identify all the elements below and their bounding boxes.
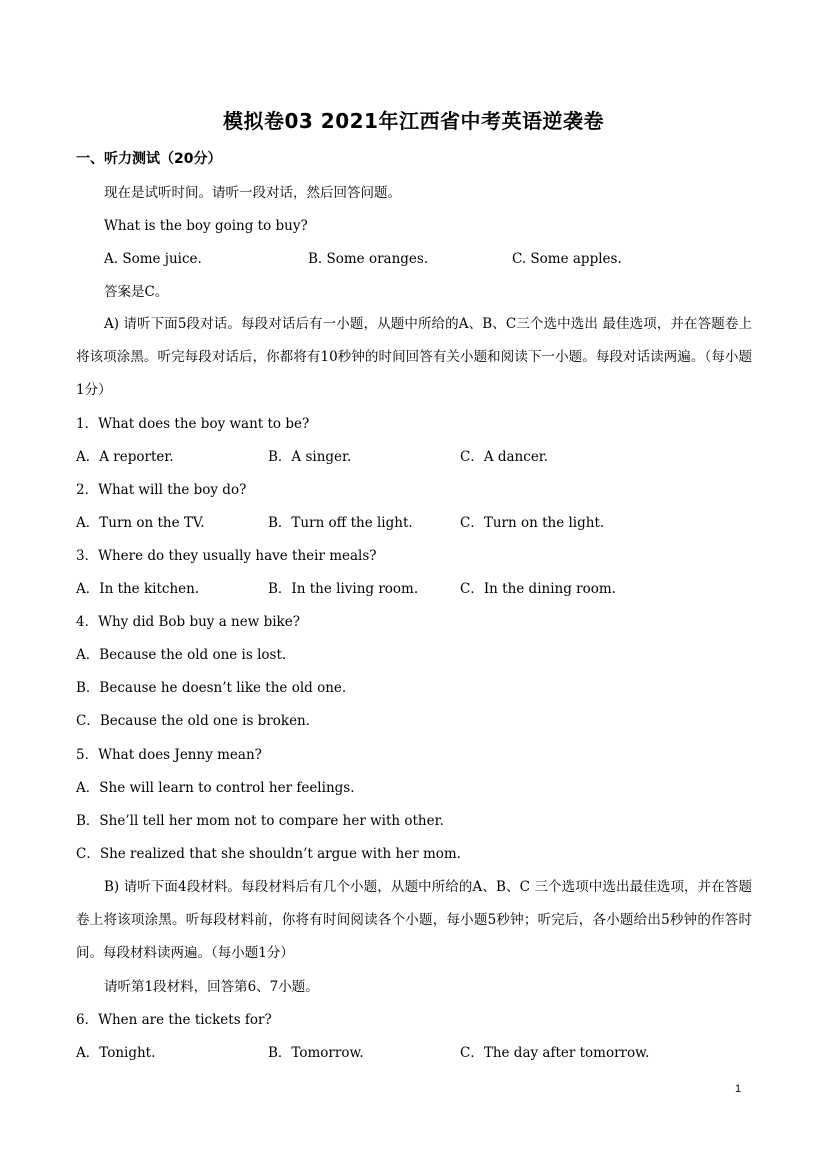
example-answer: 答案是C。 bbox=[104, 284, 169, 300]
question-6-option-a: A．Tonight. bbox=[76, 1045, 156, 1061]
question-6-option-b: B．Tomorrow. bbox=[268, 1045, 364, 1061]
question-1-option-a: A．A reporter. bbox=[76, 449, 174, 465]
question-3-option-c: C．In the dining room. bbox=[460, 581, 616, 597]
part-a-instructions: A) 请听下面5段对话。每段对话后有一小题，从题中所给的A、B、C三个选中选出 最佳选项，并在答题卷上将该项涂黑。听完每段对话后，你都将有10秒钟的时间回答有关小题和阅读下一小题。每段对话读两遍。（每小题1分） bbox=[76, 316, 752, 398]
question-2-option-a: A．Turn on the TV. bbox=[76, 515, 205, 531]
question-2-option-b: B．Turn off the light. bbox=[268, 515, 413, 531]
question-3-stem: 3．Where do they usually have their meals? bbox=[76, 548, 377, 564]
example-option-b: B. Some oranges. bbox=[308, 251, 429, 267]
question-3-option-b: B．In the living room. bbox=[268, 581, 419, 597]
example-option-a: A. Some juice. bbox=[104, 251, 202, 267]
page-title: 模拟卷03 2021年江西省中考英语逆袭卷 bbox=[223, 109, 604, 133]
question-5-option-c: C．She realized that she shouldn’t argue with her mom. bbox=[76, 846, 461, 862]
question-5-option-b: B．She’ll tell her mom not to compare her with other. bbox=[76, 813, 444, 829]
question-4-option-c: C．Because the old one is broken. bbox=[76, 713, 311, 729]
material-1-instruction: 请听第1段材料，回答第6、7小题。 bbox=[104, 979, 319, 995]
section-heading-listening: 一、听力测试（20分） bbox=[76, 151, 222, 167]
example-question: What is the boy going to buy? bbox=[104, 218, 308, 234]
question-1-option-b: B．A singer. bbox=[268, 449, 352, 465]
question-6-stem: 6．When are the tickets for? bbox=[76, 1012, 272, 1028]
example-intro: 现在是试听时间。请听一段对话，然后回答问题。 bbox=[104, 185, 401, 201]
question-4-option-a: A．Because the old one is lost. bbox=[76, 647, 287, 663]
question-2-stem: 2．What will the boy do? bbox=[76, 482, 247, 498]
question-1-stem: 1．What does the boy want to be? bbox=[76, 416, 310, 432]
page-number: 1 bbox=[735, 1083, 742, 1095]
question-2-option-c: C．Turn on the light. bbox=[460, 515, 605, 531]
part-b-instructions: B) 请听下面4段材料。每段材料后有几个小题，从题中所给的A、B、C 三个选项中选出最佳选项，并在答题卷上将该项涂黑。听每段材料前，你将有时间阅读各个小题，每小题5秒钟；听完后，各小题给出5秒钟的作答时间。每段材料读两遍。（每小题1分） bbox=[76, 879, 752, 961]
example-option-c: C. Some apples. bbox=[512, 251, 622, 267]
question-5-option-a: A．She will learn to control her feelings. bbox=[76, 780, 355, 796]
question-5-stem: 5．What does Jenny mean? bbox=[76, 747, 262, 763]
question-4-stem: 4．Why did Bob buy a new bike? bbox=[76, 614, 300, 630]
question-3-option-a: A．In the kitchen. bbox=[76, 581, 200, 597]
question-4-option-b: B．Because he doesn’t like the old one. bbox=[76, 680, 347, 696]
question-1-option-c: C．A dancer. bbox=[460, 449, 549, 465]
question-6-option-c: C．The day after tomorrow. bbox=[460, 1045, 650, 1061]
